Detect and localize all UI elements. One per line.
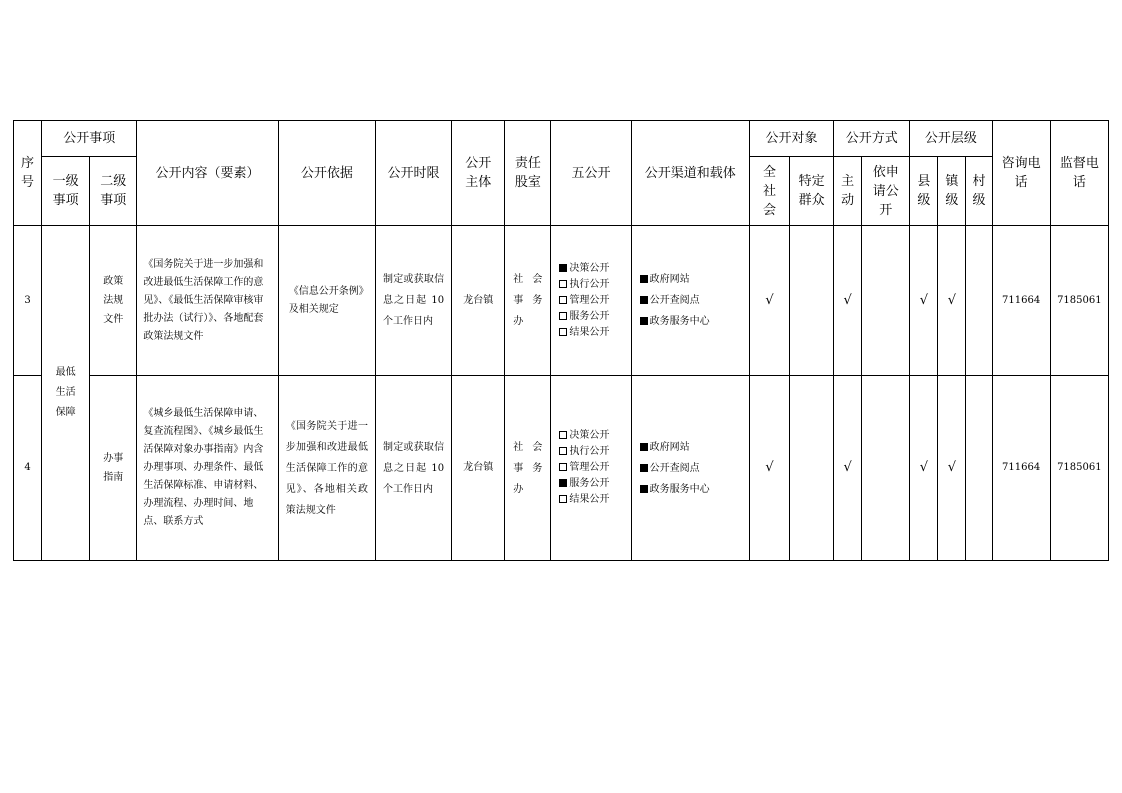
header-subject: 公开主体 xyxy=(452,121,505,226)
header-level2: 二级事项 xyxy=(90,157,137,226)
five-open-item: 执行公开 xyxy=(559,444,630,460)
header-time-limit: 公开时限 xyxy=(375,121,451,226)
five-open-item: 执行公开 xyxy=(559,277,630,293)
row-seq: 3 xyxy=(14,226,42,376)
header-dept: 责任股室 xyxy=(505,121,551,226)
header-method-active: 主动 xyxy=(834,157,862,226)
checkbox-icon xyxy=(559,479,567,487)
row-method-request xyxy=(862,376,910,561)
channel-item: 政务服务中心 xyxy=(640,479,749,500)
filled-square-icon xyxy=(640,485,648,493)
row-subject: 龙台镇 xyxy=(452,376,505,561)
row-five-open xyxy=(551,226,631,376)
checkbox-icon xyxy=(559,264,567,272)
header-basis: 公开依据 xyxy=(278,121,375,226)
filled-square-icon xyxy=(640,296,648,304)
five-open-item: 决策公开 xyxy=(559,261,630,277)
checkbox-icon xyxy=(559,312,567,320)
header-target-all: 全社会 xyxy=(749,157,789,226)
header-target: 公开对象 xyxy=(749,121,833,157)
header-seq: 序号 xyxy=(14,121,42,226)
checkbox-icon xyxy=(559,280,567,288)
channel-item: 公开查阅点 xyxy=(640,458,749,479)
row-basis: 《国务院关于进一步加强和改进最低生活保障工作的意见》、各地相关政策法规文件 xyxy=(278,376,375,561)
five-open-item: 结果公开 xyxy=(559,492,630,508)
row-dept: 社 会 事 务 办 xyxy=(505,226,551,376)
row-target-specific xyxy=(790,376,834,561)
row-time-limit: 制定或获取信息之日起 10 个工作日内 xyxy=(375,226,451,376)
row-content: 《国务院关于进一步加强和改进最低生活保障工作的意见》、《最低生活保障审核审批办法（试行）》、各地配套政策法规文件 xyxy=(137,226,278,376)
header-method-request: 依申请公开 xyxy=(862,157,910,226)
header-content: 公开内容（要素） xyxy=(137,121,278,226)
row-channels xyxy=(631,226,749,376)
table-row xyxy=(14,226,1109,376)
row-basis: 《信息公开条例》及相关规定 xyxy=(278,226,375,376)
header-target-specific: 特定群众 xyxy=(790,157,834,226)
five-open-item: 管理公开 xyxy=(559,460,630,476)
header-matter: 公开事项 xyxy=(42,121,137,157)
header-consult-phone: 咨询电话 xyxy=(992,121,1050,226)
checkbox-icon xyxy=(559,328,567,336)
row-tier-town: √ xyxy=(938,226,966,376)
level1-group: 最低生活保障 xyxy=(42,226,90,561)
channel-item: 公开查阅点 xyxy=(640,290,749,311)
row-subject: 龙台镇 xyxy=(452,226,505,376)
header-tier-town: 镇级 xyxy=(938,157,966,226)
five-open-item: 管理公开 xyxy=(559,293,630,309)
row-target-all: √ xyxy=(749,376,789,561)
row-level2: 政策法规文件 xyxy=(90,226,137,376)
checkbox-icon xyxy=(559,431,567,439)
header-tier-village: 村级 xyxy=(966,157,992,226)
header-level1: 一级事项 xyxy=(42,157,90,226)
header-tier: 公开层级 xyxy=(910,121,992,157)
five-open-item: 结果公开 xyxy=(559,325,630,341)
row-method-request xyxy=(862,226,910,376)
table-row xyxy=(14,376,1109,561)
row-target-all: √ xyxy=(749,226,789,376)
checkbox-icon xyxy=(559,495,567,503)
row-tier-county: √ xyxy=(910,376,938,561)
row-tier-county: √ xyxy=(910,226,938,376)
row-tier-village xyxy=(966,376,992,561)
channel-item: 政府网站 xyxy=(640,437,749,458)
header-tier-county: 县级 xyxy=(910,157,938,226)
disclosure-table xyxy=(13,120,1109,561)
checkbox-icon xyxy=(559,463,567,471)
filled-square-icon xyxy=(640,275,648,283)
row-consult-phone: 711664 xyxy=(992,376,1050,561)
header-supervise-phone: 监督电话 xyxy=(1050,121,1108,226)
row-five-open xyxy=(551,376,631,561)
row-supervise-phone: 7185061 xyxy=(1050,376,1108,561)
row-dept: 社 会 事 务 办 xyxy=(505,376,551,561)
five-open-item: 服务公开 xyxy=(559,309,630,325)
row-method-active: √ xyxy=(834,226,862,376)
filled-square-icon xyxy=(640,317,648,325)
five-open-item: 服务公开 xyxy=(559,476,630,492)
five-open-item: 决策公开 xyxy=(559,428,630,444)
filled-square-icon xyxy=(640,443,648,451)
row-content: 《城乡最低生活保障申请、复查流程图》、《城乡最低生活保障对象办事指南》内含办理事项、办理条件、最低生活保障标准、申请材料、办理流程、办理时间、地点、联系方式 xyxy=(137,376,278,561)
header-method: 公开方式 xyxy=(834,121,910,157)
channel-item: 政务服务中心 xyxy=(640,311,749,332)
row-target-specific xyxy=(790,226,834,376)
row-channels xyxy=(631,376,749,561)
channel-item: 政府网站 xyxy=(640,269,749,290)
checkbox-icon xyxy=(559,296,567,304)
row-seq: 4 xyxy=(14,376,42,561)
row-level2: 办事指南 xyxy=(90,376,137,561)
row-tier-town: √ xyxy=(938,376,966,561)
filled-square-icon xyxy=(640,464,648,472)
row-method-active: √ xyxy=(834,376,862,561)
checkbox-icon xyxy=(559,447,567,455)
header-five-open: 五公开 xyxy=(551,121,631,226)
row-supervise-phone: 7185061 xyxy=(1050,226,1108,376)
row-consult-phone: 711664 xyxy=(992,226,1050,376)
header-channel: 公开渠道和载体 xyxy=(631,121,749,226)
row-tier-village xyxy=(966,226,992,376)
row-time-limit: 制定或获取信息之日起 10 个工作日内 xyxy=(375,376,451,561)
